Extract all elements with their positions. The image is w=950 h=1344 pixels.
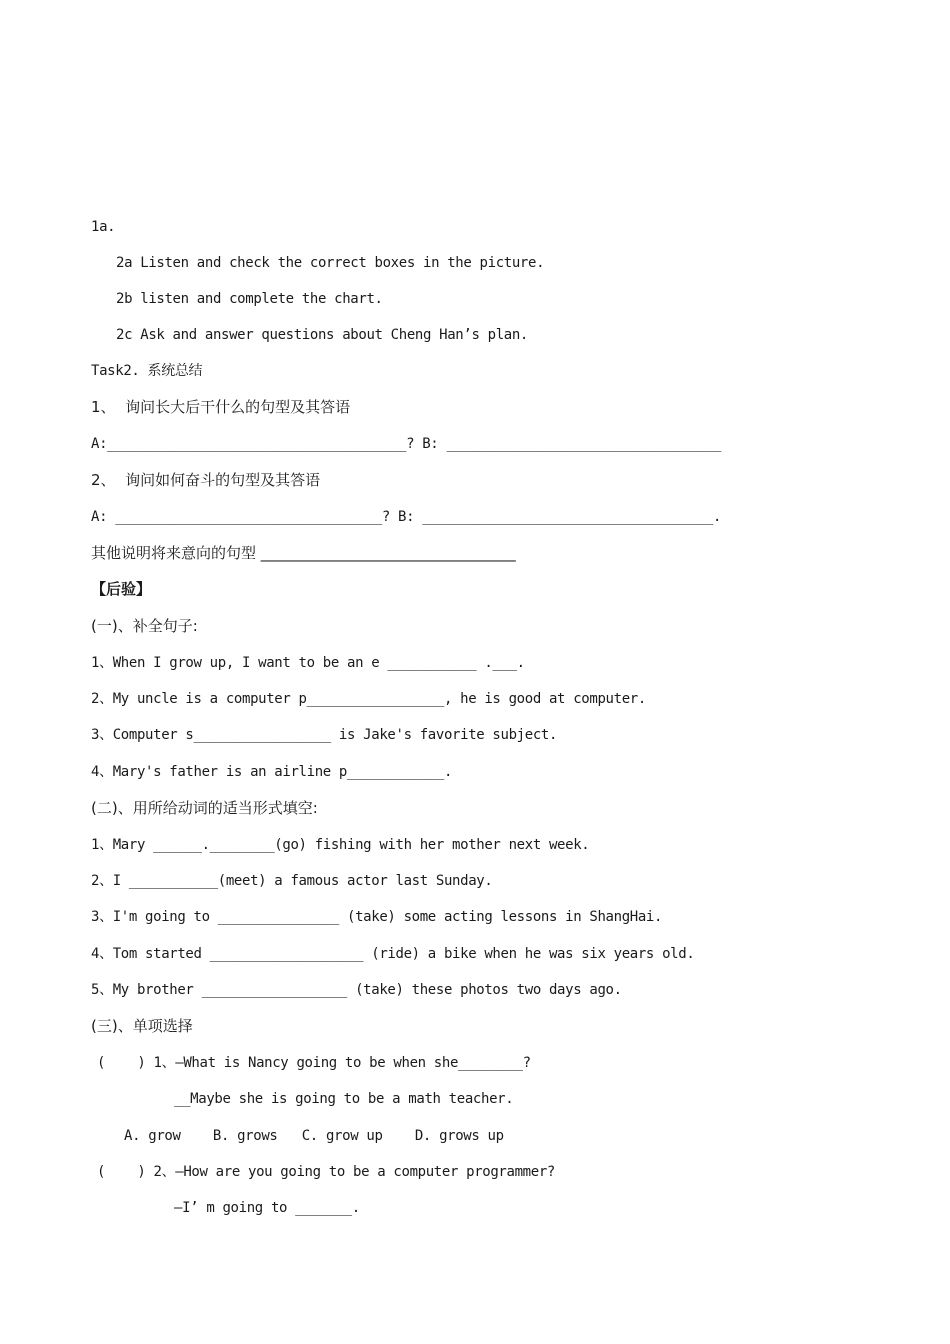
part2-question-1: 1、Mary ______.________(go) fishing with her mother next week. [91,837,590,853]
part2-question-4: 4、Tom started ___________________ (ride) a bike when he was six years old. [91,946,695,962]
line-2a: 2a Listen and check the correct boxes in the picture. [116,255,545,271]
part2-question-5: 5、My brother __________________ (take) these photos two days ago. [91,982,622,998]
part3-heading: (三)、单项选择 [91,1017,193,1035]
part3-question-1-answer: __Maybe she is going to be a math teacher. [174,1091,514,1107]
part2-question-2: 2、I ___________(meet) a famous actor last Sunday. [91,873,493,889]
line-1a: 1a. [91,219,116,235]
line-2b: 2b listen and complete the chart. [116,291,383,307]
part1-question-1: 1、When I grow up, I want to be an e ___________ .___. [91,655,525,671]
part1-heading: (一)、补全句子: [91,617,198,635]
part1-question-2: 2、My uncle is a computer p_________________, he is good at computer. [91,691,646,707]
part3-question-2: ( ) 2、—How are you going to be a computer programmer? [97,1164,555,1180]
task2-heading: Task2. 系统总结 [91,363,203,379]
part1-question-4: 4、Mary's father is an airline p____________. [91,764,453,780]
part3-question-2-answer: —I’ m going to _______. [174,1200,360,1216]
summary-item-1: 1、 询问长大后干什么的句型及其答语 [91,398,351,416]
part3-question-1-options: A. grow B. grows C. grow up D. grows up [124,1128,504,1144]
houyan-heading: 【后验】 [91,580,152,598]
part2-question-3: 3、I'm going to _______________ (take) some acting lessons in ShangHai. [91,909,663,925]
summary-item-3: 其他说明将来意向的句型 __________________________________ [91,544,516,562]
part3-question-1: ( ) 1、—What is Nancy going to be when she________? [97,1055,531,1071]
summary-item-2: 2、 询问如何奋斗的句型及其答语 [91,471,321,489]
line-2c: 2c Ask and answer questions about Cheng Han’s plan. [116,327,529,343]
summary-item-1-answer: A:_____________________________________? B: __________________________________ [91,436,722,452]
part1-question-3: 3、Computer s_________________ is Jake's favorite subject. [91,727,558,743]
summary-item-2-answer: A: _________________________________? B: ____________________________________. [91,509,722,525]
part2-heading: (二)、用所给动词的适当形式填空: [91,799,318,817]
